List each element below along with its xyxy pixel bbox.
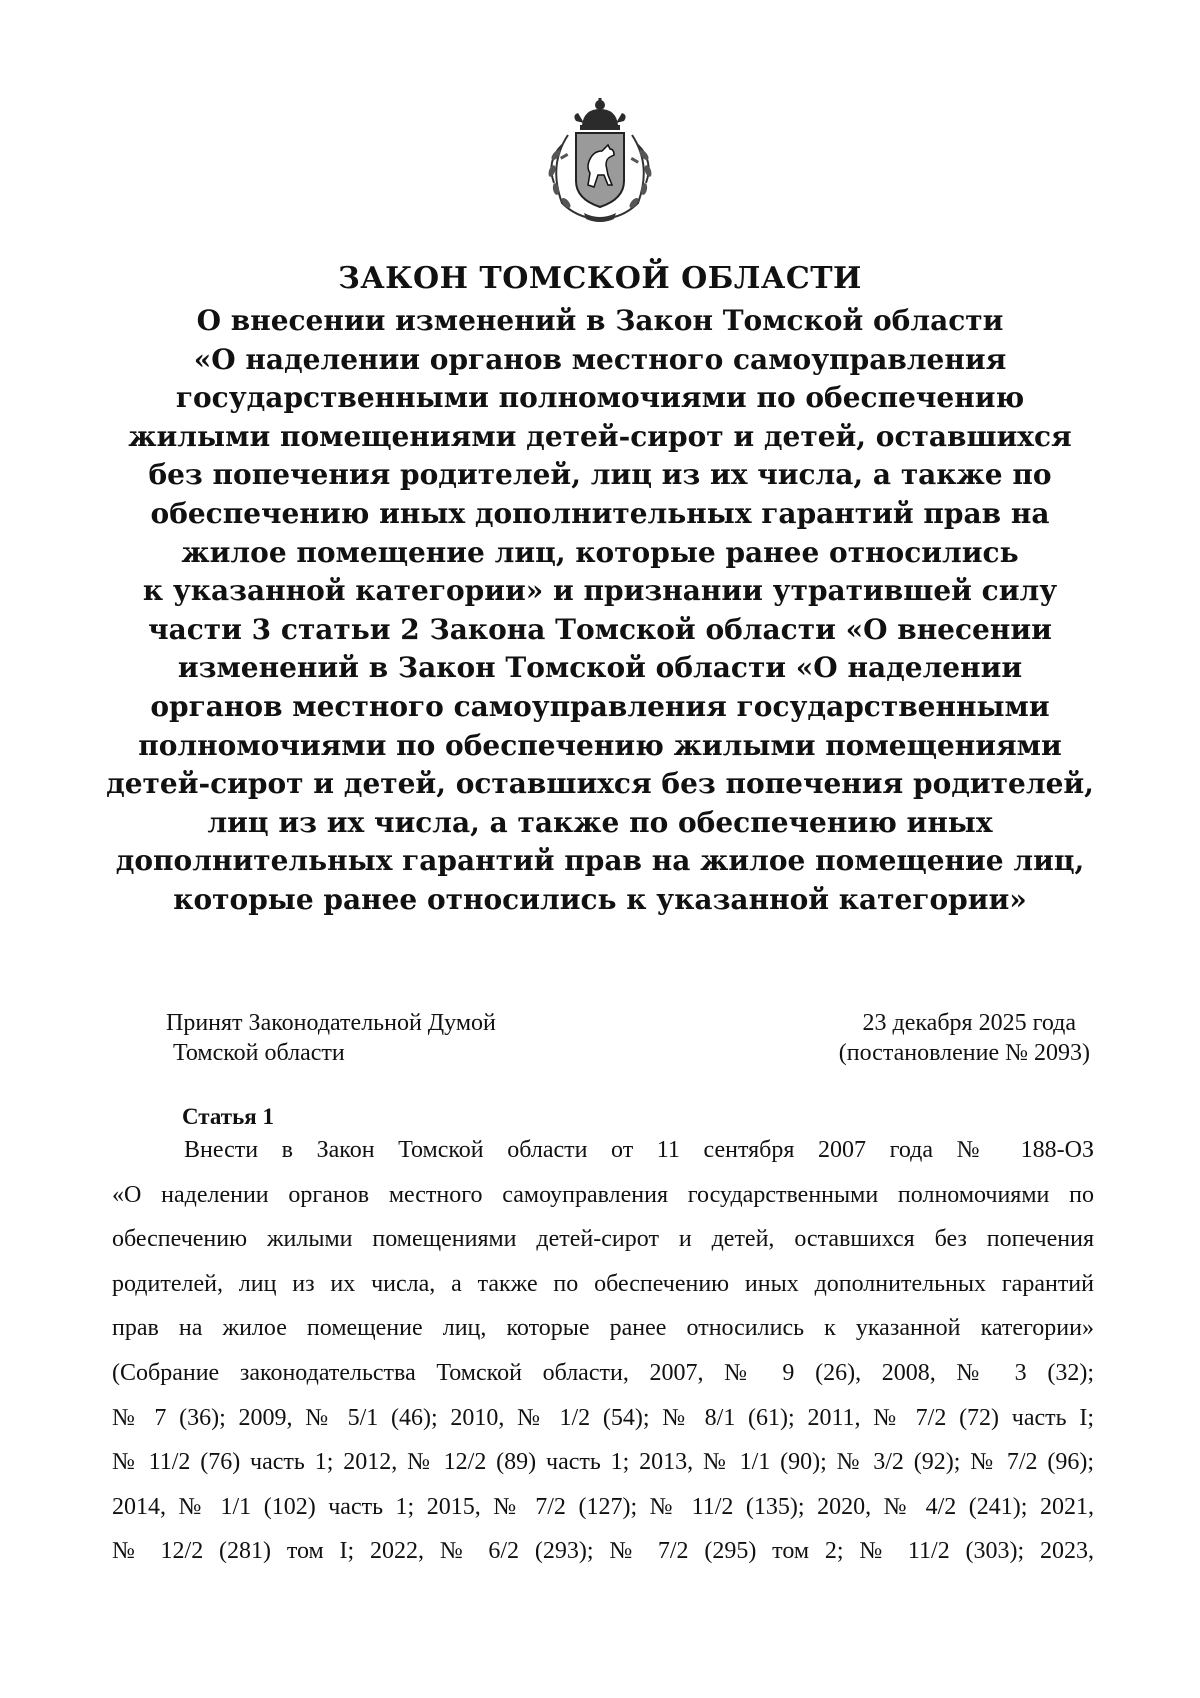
title-line: «О наделении органов местного самоуправления [193, 342, 1007, 376]
title-line: лиц из их числа, а также по обеспечению иных [207, 805, 993, 839]
law-title-block [100, 256, 1100, 920]
title-line: государственными полномочиями по обеспечению [175, 381, 1025, 415]
title-line: О внесении изменений в Закон Томской области [196, 304, 1004, 337]
title-line: дополнительных гарантий прав на жилое помещение лиц, [115, 844, 1085, 878]
article-line: № 11/2 (76) часть 1; 2012, № 12/2 (89) часть 1; 2013, № 1/1 (90); № 3/2 (92); № 7/2 (96); [112, 1449, 1094, 1476]
article-line: «О наделении органов местного самоуправления государственными полномочиями по [112, 1181, 1094, 1208]
title-line: части 3 статьи 2 Закона Томской области «О внесении [148, 612, 1052, 646]
law-kind-heading: ЗАКОН ТОМСКОЙ ОБЛАСТИ [338, 261, 862, 296]
article-heading: Статья 1 [182, 1104, 274, 1129]
article-line: № 7 (36); 2009, № 5/1 (46); 2010, № 1/2 (54); № 8/1 (61); 2011, № 7/2 (72) часть I; [112, 1404, 1094, 1431]
coat-of-arms-emblem [532, 95, 668, 225]
title-line: к указанной категории» и признании утратившей силу [142, 574, 1058, 608]
title-line: полномочиями по обеспечению жилыми помещениями [138, 728, 1062, 762]
article-line: прав на жилое помещение лиц, которые ранее относились к указанной категории» [112, 1315, 1094, 1342]
resolution-number: (постановление № 2093) [838, 1040, 1090, 1066]
article-line: 2014, № 1/1 (102) часть 1; 2015, № 7/2 (127); № 11/2 (135); 2020, № 4/2 (241); 2021, [112, 1493, 1094, 1520]
adoption-date [839, 1008, 1090, 1068]
article-line: Внести в Закон Томской области от 11 сентября 2007 года № 188-ОЗ [184, 1137, 1094, 1163]
article-line: родителей, лиц из их числа, а также по обеспечению иных дополнительных гарантий [112, 1270, 1094, 1297]
title-line: изменений в Закон Томской области «О наделении [177, 651, 1023, 685]
law-title [100, 302, 1100, 920]
title-line: жилое помещение лиц, которые ранее относились [181, 535, 1019, 569]
adopted-by-line: Принят Законодательной Думой [166, 1010, 496, 1036]
title-line: обеспечению иных дополнительных гарантий прав на [150, 496, 1050, 530]
title-line: детей-сирот и детей, оставшихся без попечения родителей, [106, 767, 1094, 801]
title-line: органов местного самоуправления государственными [150, 689, 1050, 723]
article-line: (Собрание законодательства Томской области, 2007, № 9 (26), 2008, № 3 (32); [112, 1359, 1094, 1386]
adopted-by-line: Томской области [173, 1040, 345, 1066]
title-line: которые ранее относились к указанной категории» [173, 882, 1027, 916]
adopted-by [166, 1008, 496, 1068]
article-line: обеспечению жилыми помещениями детей-сирот и детей, оставшихся без попечения [112, 1226, 1094, 1253]
title-line: без попечения родителей, лиц из их числа, а также по [148, 458, 1052, 492]
title-line: жилыми помещениями детей-сирот и детей, оставшихся [128, 419, 1072, 453]
adopted-date: 23 декабря 2025 года [862, 1010, 1076, 1036]
adoption-info [130, 1008, 1090, 1072]
article-body [112, 1128, 1094, 1574]
article-line: № 12/2 (281) том I; 2022, № 6/2 (293); № 7/2 (295) том 2; № 11/2 (303); 2023, [112, 1538, 1094, 1565]
